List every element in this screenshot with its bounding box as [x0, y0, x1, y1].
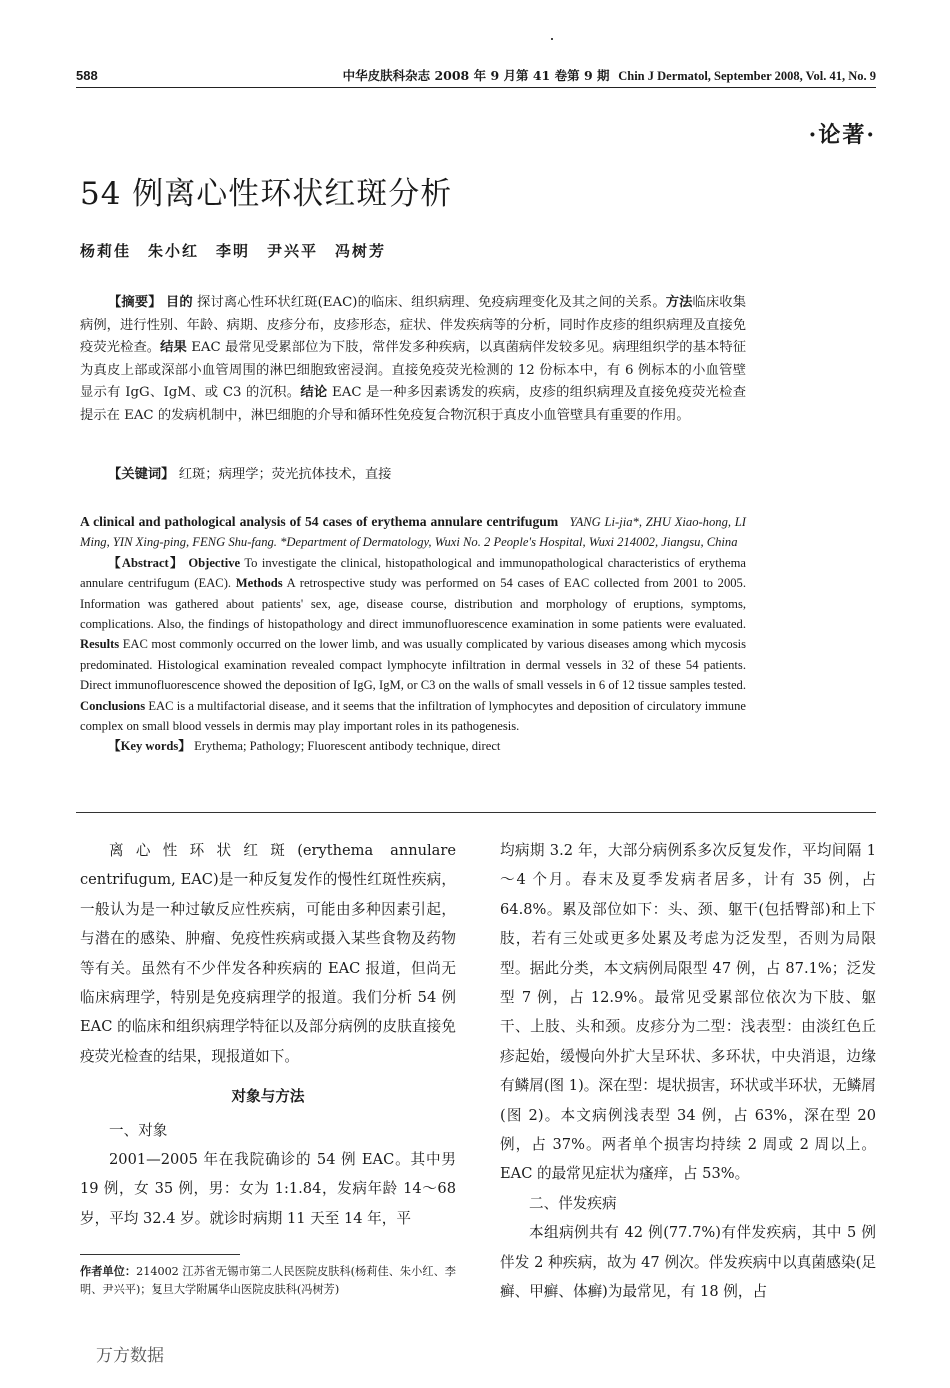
- english-abstract: [80, 512, 746, 757]
- journal-cn: 中华皮肤科杂志 2008 年 9 月第 41 卷第 9 期: [342, 68, 610, 83]
- en-objective-text: To investigate the clinical, histopathological and immunopathological characteristics of erythema annulare centrifugum (EAC).: [80, 555, 746, 591]
- subheading-subjects: 一、对象: [109, 1121, 168, 1139]
- en-conclusions-text: EAC is a multifactorial disease, and it seems that the infiltration of lymphocytes and deposition of circulatory immune complex on small blood vessels in dermis may play important roles in its pathogenesis.: [80, 698, 746, 734]
- en-keywords-label: 【Key words】: [108, 739, 191, 754]
- objective-text: 探讨离心性环状红斑(EAC)的临床、组织病理、免疫病理变化及其之间的关系。: [197, 295, 666, 310]
- footnote-label: 作者单位：: [80, 1264, 137, 1278]
- watermark: 万方数据: [96, 1346, 164, 1366]
- en-keywords-text: Erythema; Pathology; Fluorescent antibody technique, direct: [194, 739, 501, 754]
- en-conclusions-label: Conclusions: [80, 698, 146, 713]
- result-text: EAC 最常见受累部位为下肢，常伴发多种疾病，以真菌病伴发较多见。病理组织学的基本特征为真皮上部或深部小血管周围的淋巴细胞致密浸润。直接免疫荧光检测的 12 份标本中，有 6 例标本的小血管壁显示有 IgG、IgM、或 C3 的沉积。: [80, 340, 747, 401]
- page-number: 588: [76, 68, 98, 83]
- english-heading: [80, 512, 746, 553]
- complications-paragraph: 本组病例共有 42 例(77.7%)有伴发疾病，其中 5 例伴发 2 种疾病，故为 47 例次。伴发疾病中以真菌感染(足癣、甲癣、体癣)为最常见，有 18 例，占: [500, 1224, 876, 1301]
- footnote: [80, 1262, 456, 1299]
- keywords-text: 红斑；病理学；荧光抗体技术，直接: [178, 467, 392, 482]
- english-title: A clinical and pathological analysis of 54 cases of erythema annulare centrifugum: [80, 514, 559, 529]
- footnote-rule: [80, 1254, 240, 1255]
- result-label: 结果: [160, 340, 187, 356]
- section-divider: [76, 812, 876, 813]
- running-header: [343, 66, 876, 84]
- continued-paragraph: 均病期 3.2 年，大部分病例系多次反复发作，平均间隔 1～4 个月。春末及夏季发病者居多，计有 35 例，占 64.8%。累及部位如下：头、颈、躯干(包括臀部)和上下肢，若有三处或更多处累及考虑为泛发型，否则为局限型。据此分类，本文病例局限型 47 例，占 87.1%；泛发型 7 例，占 12.9%。最常见受累部位依次为下肢、躯干、上肢、头和颈。皮疹分为二型：浅表型：由淡红色丘疹起始，缓慢向外扩大呈环状、多环状，中央消退，边缘有鳞屑(图 1)。深在型：堤状损害，环状或半环状，无鳞屑(图 2)。本文病例浅表型 34 例，占 63%，深在型 20 例，占 37%。两者单个损害均持续 2 周或 2 周以上。EAC 的最常见症状为瘙痒，占 53%。: [500, 842, 876, 1183]
- section-heading: 对象与方法: [231, 1088, 305, 1106]
- abstract-label: 【摘要】: [108, 295, 162, 310]
- scan-speck: [551, 38, 553, 40]
- en-results-label: Results: [80, 637, 120, 652]
- en-objective-label: Objective: [188, 555, 241, 570]
- subjects-paragraph: 2001—2005 年在我院确诊的 54 例 EAC。其中男 19 例，女 35 例，男：女为 1:1.84，发病年龄 14～68 岁，平均 32.4 岁。就诊时病期 11 天至 14 年，平: [80, 1151, 456, 1227]
- authors-cn: 杨莉佳 朱小红 李明 尹兴平 冯树芳: [80, 242, 387, 260]
- footnote-text: 214002 江苏省无锡市第二人民医院皮肤科(杨莉佳、朱小红、李明、尹兴平)；复旦大学附属华山医院皮肤科(冯树芳): [80, 1265, 456, 1296]
- en-methods-text: A retrospective study was performed on 54 cases of EAC collected from 2001 to 2005. Information was gathered about patients' sex, age, disease course, distribution and morphology of eruptions, symptoms, complications. Also, the findings of histopathology and direct immunofluorescence examination in some patients were evaluated.: [80, 576, 746, 632]
- article-title: 54 例离心性环状红斑分析: [80, 176, 453, 212]
- conclusion-text: EAC 是一种多因素诱发的疾病，皮疹的组织病理及直接免疫荧光检查提示在 EAC 的发病机制中，淋巴细胞的介导和循环性免疫复合物沉积于真皮小血管壁具有重要的作用。: [80, 385, 746, 423]
- english-keywords: [80, 736, 746, 756]
- english-authors: YANG Li-jia*, ZHU Xiao-hong, LI Ming, YIN Xing-ping, FENG Shu-fang. *Department of Dermatology, Wuxi No. 2 People's Hospital, Wuxi 214002, Jiangsu, China: [80, 515, 746, 550]
- en-results-text: EAC most commonly occurred on the lower limb, and was usually complicated by various diseases among which mycosis predominated. Histological examination revealed compact lymphocyte infiltration in dermal vessels in 32 of these 54 patients. Direct immunofluorescence showed the deposition of IgG, IgM, or C3 on the walls of small vessels in 6 of 12 tissue samples tested.: [80, 637, 746, 693]
- intro-paragraph: 离心性环状红斑(erythema annulare centrifugum, EAC)是一种反复发作的慢性红斑性疾病，一般认为是一种过敏反应性疾病，可能由多种因素引起，与潜在的感染、肿瘤、免疫性疾病或摄入某些食物及药物等有关。虽然有不少伴发各种疾病的 EAC 报道，但尚无临床病理学，特别是免疫病理学的报道。我们分析 54 例 EAC 的临床和组织病理学特征以及部分病例的皮肤直接免疫荧光检查的结果，现报道如下。: [80, 842, 456, 1065]
- section-tag: ·论著·: [808, 122, 876, 148]
- conclusion-label: 结论: [300, 385, 328, 401]
- en-methods-label: Methods: [235, 576, 283, 591]
- english-abstract-body: [80, 553, 746, 737]
- keywords-label: 【关键词】: [108, 467, 175, 482]
- header-rule: [76, 87, 876, 88]
- objective-label: 目的: [165, 295, 193, 310]
- subheading-complications: 二、伴发疾病: [529, 1194, 617, 1212]
- en-abstract-label: 【Abstract】: [108, 555, 184, 570]
- journal-en: Chin J Dermatol, September 2008, Vol. 41, No. 9: [618, 69, 876, 83]
- abstract-cn: [80, 292, 746, 428]
- keywords-cn: [80, 463, 746, 482]
- method-text: 临床收集病例，进行性别、年龄、病期、皮疹分布，皮疹形态，症状、伴发疾病等的分析，同时作皮疹的组织病理及直接免疫荧光检查。: [80, 295, 747, 356]
- body-column-right: [500, 836, 876, 1307]
- method-label: 方法: [665, 295, 693, 310]
- body-column-left: [80, 836, 456, 1233]
